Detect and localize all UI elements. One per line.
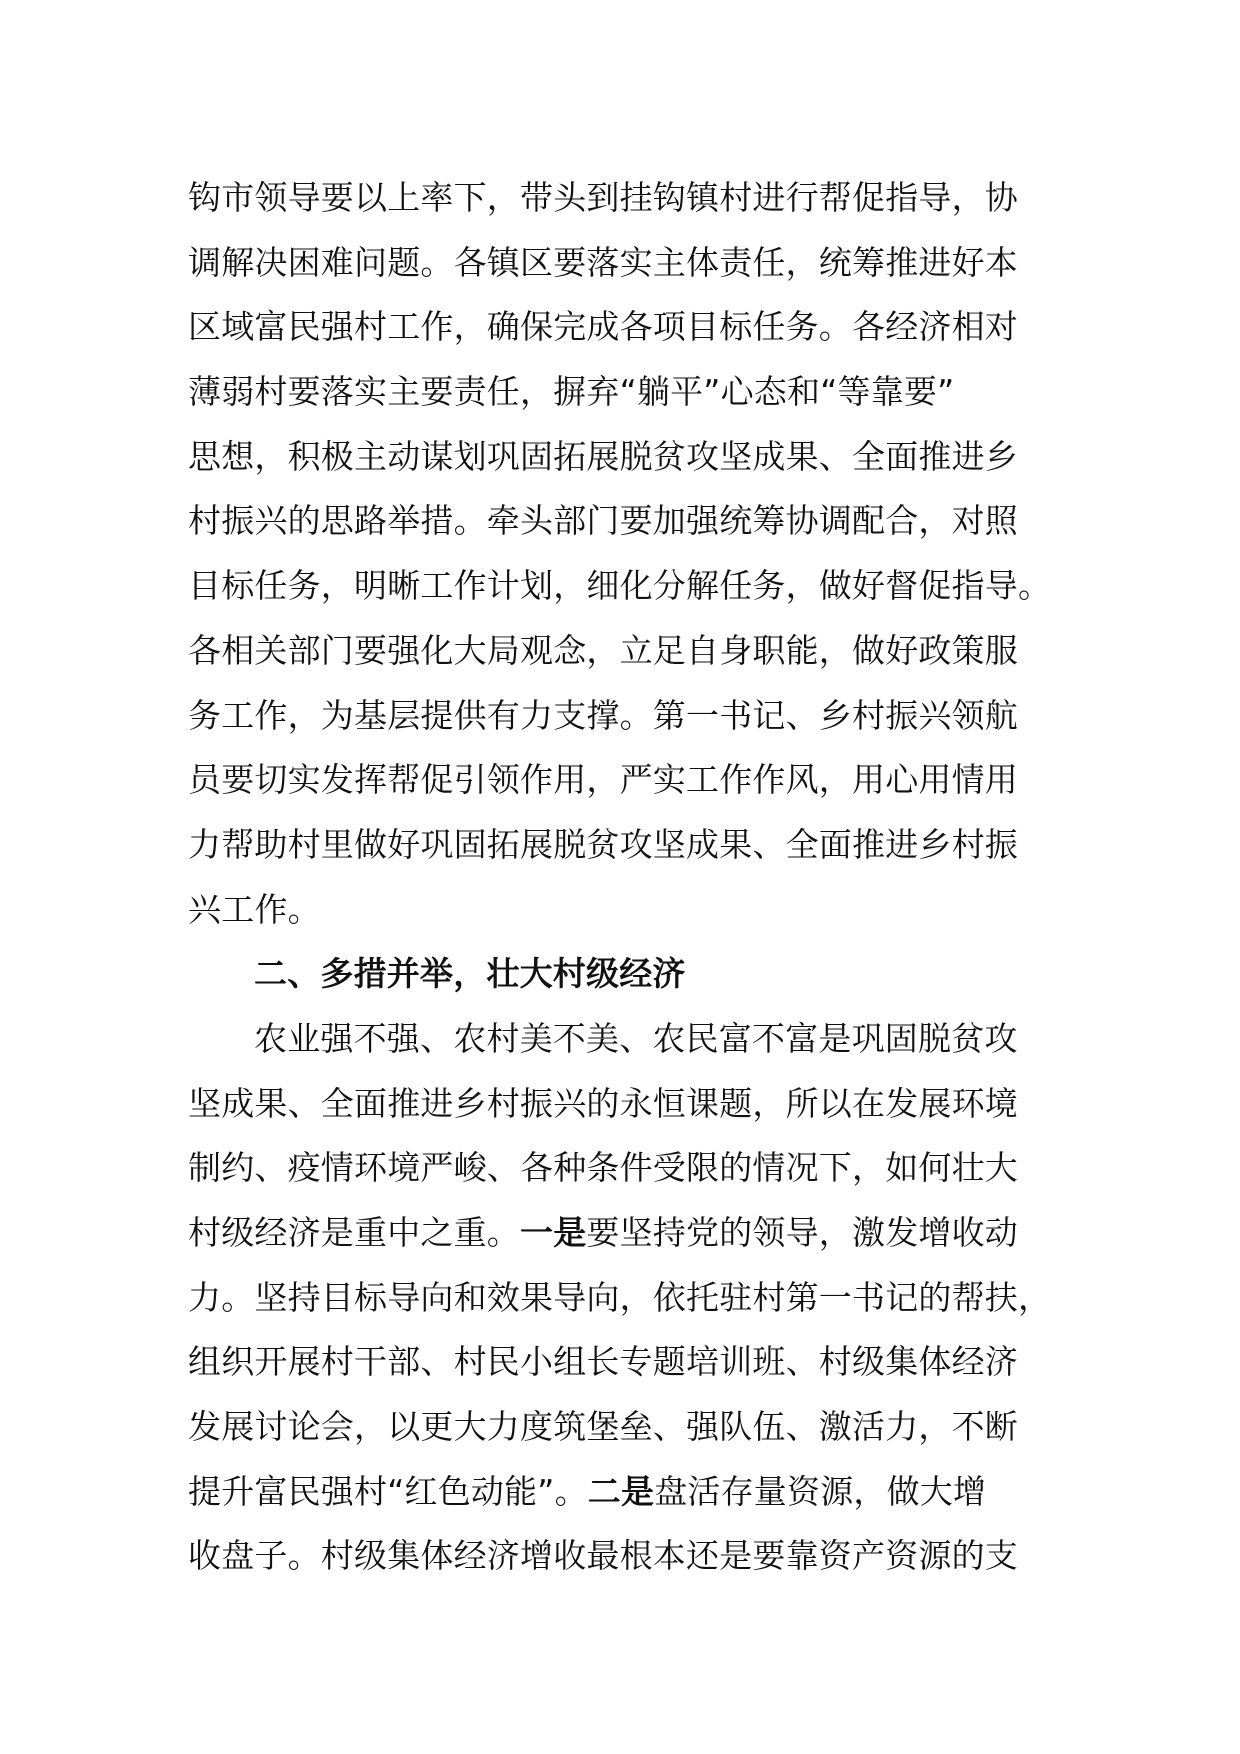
document-body xyxy=(188,166,1058,1589)
text-line: 农业强不强、农村美不美、农民富不富是巩固脱贫攻 xyxy=(254,1018,1018,1058)
text-line: 力。坚持目标导向和效果导向，依托驻村第一书记的帮扶， xyxy=(188,1277,1052,1317)
text-line: 发展讨论会，以更大力度筑堡垒、强队伍、激活力，不断 xyxy=(188,1407,1018,1447)
text-line: 力帮助村里做好巩固拓展脱贫攻坚成果、全面推进乡村振 xyxy=(188,824,1018,864)
text-line: 收盘子。村级集体经济增收最根本还是要靠资产资源的支 xyxy=(188,1536,1018,1576)
text-line: 目标任务，明晰工作计划，细化分解任务，做好督促指导。 xyxy=(188,566,1052,606)
text-run: 盘活存量资源，做大增 xyxy=(654,1471,987,1511)
text-run: 要坚持党的领导，激发增收动 xyxy=(586,1213,1019,1252)
bold-run: 二是 xyxy=(587,1471,655,1511)
text-line: 坚成果、全面推进乡村振兴的永恒课题，所以在发展环境 xyxy=(188,1083,1018,1123)
text-line-mixed xyxy=(188,1460,1058,1525)
text-run: 村级经济是重中之重。 xyxy=(188,1213,520,1252)
text-line: 组织开展村干部、村民小组长专题培训班、村级集体经济 xyxy=(188,1342,1018,1382)
text-line: 薄弱村要落实主要责任，摒弃“躺平”心态和“等靠要” xyxy=(188,372,955,412)
text-line: 务工作，为基层提供有力支撑。第一书记、乡村振兴领航 xyxy=(188,695,1018,735)
bold-run: 一是 xyxy=(520,1213,587,1252)
text-line: 制约、疫情环境严峻、各种条件受限的情况下，如何壮大 xyxy=(188,1148,1018,1188)
text-line: 员要切实发挥帮促引领作用，严实工作作风，用心用情用 xyxy=(188,760,1018,800)
text-line: 钩市领导要以上率下，带头到挂钩镇村进行帮促指导，协 xyxy=(188,178,1018,217)
text-line: 兴工作。 xyxy=(188,889,321,929)
text-run: 提升富民强村“红色动能”。 xyxy=(188,1471,588,1511)
text-line: 思想，积极主动谋划巩固拓展脱贫攻坚成果、全面推进乡 xyxy=(188,436,1018,476)
text-line: 调解决困难问题。各镇区要落实主体责任，统筹推进好本 xyxy=(188,242,1018,282)
section-heading: 二、多措并举，壮大村级经济 xyxy=(254,954,686,994)
text-line: 村振兴的思路举措。牵头部门要加强统筹协调配合，对照 xyxy=(188,501,1018,541)
text-line-mixed xyxy=(188,1201,1058,1266)
text-line: 区域富民强村工作，确保完成各项目标任务。各经济相对 xyxy=(188,307,1018,347)
text-line: 各相关部门要强化大局观念，立足自身职能，做好政策服 xyxy=(188,630,1018,670)
